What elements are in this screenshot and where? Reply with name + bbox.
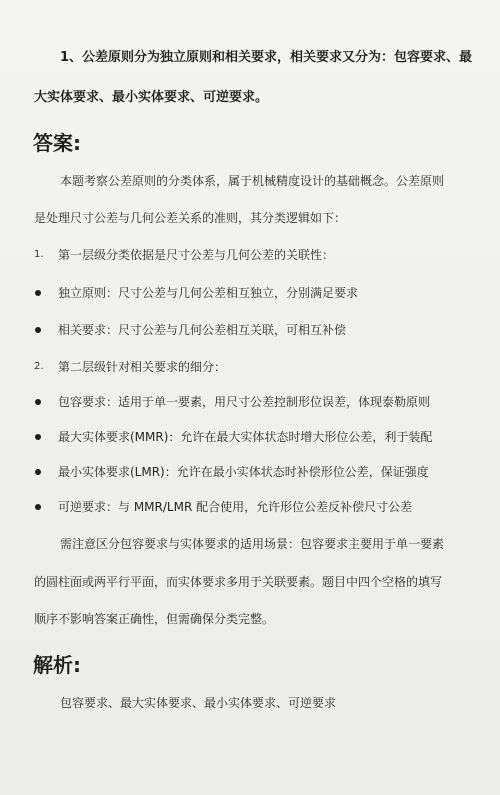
bullet-icon: [35, 327, 41, 333]
bullet-icon: [35, 469, 41, 475]
bullet-icon: [35, 290, 41, 296]
level1-bullet-2: 相关要求：尺寸公差与几何公差相互关联，可相互补偿: [58, 323, 347, 337]
answer-intro-line-2: 是处理尺寸公差与几何公差关系的准则，其分类逻辑如下：: [34, 211, 347, 225]
question-line-2: 大实体要求、最小实体要求、可逆要求。: [34, 90, 269, 105]
level1-text: 第一层级分类依据是尺寸公差与几何公差的关联性：: [58, 248, 335, 262]
level2-number: 2.: [34, 361, 44, 372]
level1-number: 1.: [34, 249, 44, 260]
bullet-icon: [35, 399, 41, 405]
analysis-heading: 解析:: [33, 653, 81, 677]
level1-bullet-1: 独立原则：尺寸公差与几何公差相互独立，分别满足要求: [58, 286, 359, 300]
answer-note-line-2: 的圆柱面或两平行平面，而实体要求多用于关联要素。题目中四个空格的填写: [34, 575, 443, 589]
level2-bullet-1: 包容要求：适用于单一要素，用尺寸公差控制形位误差，体现泰勒原则: [58, 395, 431, 409]
answer-note-line-3: 顺序不影响答案正确性，但需确保分类完整。: [34, 612, 275, 626]
level2-bullet-2: 最大实体要求(MMR)：允许在最大实体状态时增大形位公差，利于装配: [58, 430, 433, 444]
level2-text: 第二层级针对相关要求的细分：: [58, 360, 227, 374]
answer-heading: 答案:: [33, 131, 81, 155]
bullet-icon: [35, 434, 41, 440]
level2-bullet-3: 最小实体要求(LMR)：允许在最小实体状态时补偿形位公差，保证强度: [58, 465, 429, 479]
answer-intro-line-1: 本题考察公差原则的分类体系，属于机械精度设计的基础概念。公差原则: [60, 174, 445, 188]
level2-bullet-4: 可逆要求：与 MMR/LMR 配合使用，允许形位公差反补偿尺寸公差: [58, 500, 413, 514]
analysis-text: 包容要求、最大实体要求、最小实体要求、可逆要求: [60, 696, 337, 710]
bullet-icon: [35, 504, 41, 510]
answer-note-line-1: 需注意区分包容要求与实体要求的适用场景：包容要求主要用于单一要素: [60, 537, 445, 551]
question-line-1: 1、公差原则分为独立原则和相关要求，相关要求又分为：包容要求、最: [60, 50, 473, 65]
